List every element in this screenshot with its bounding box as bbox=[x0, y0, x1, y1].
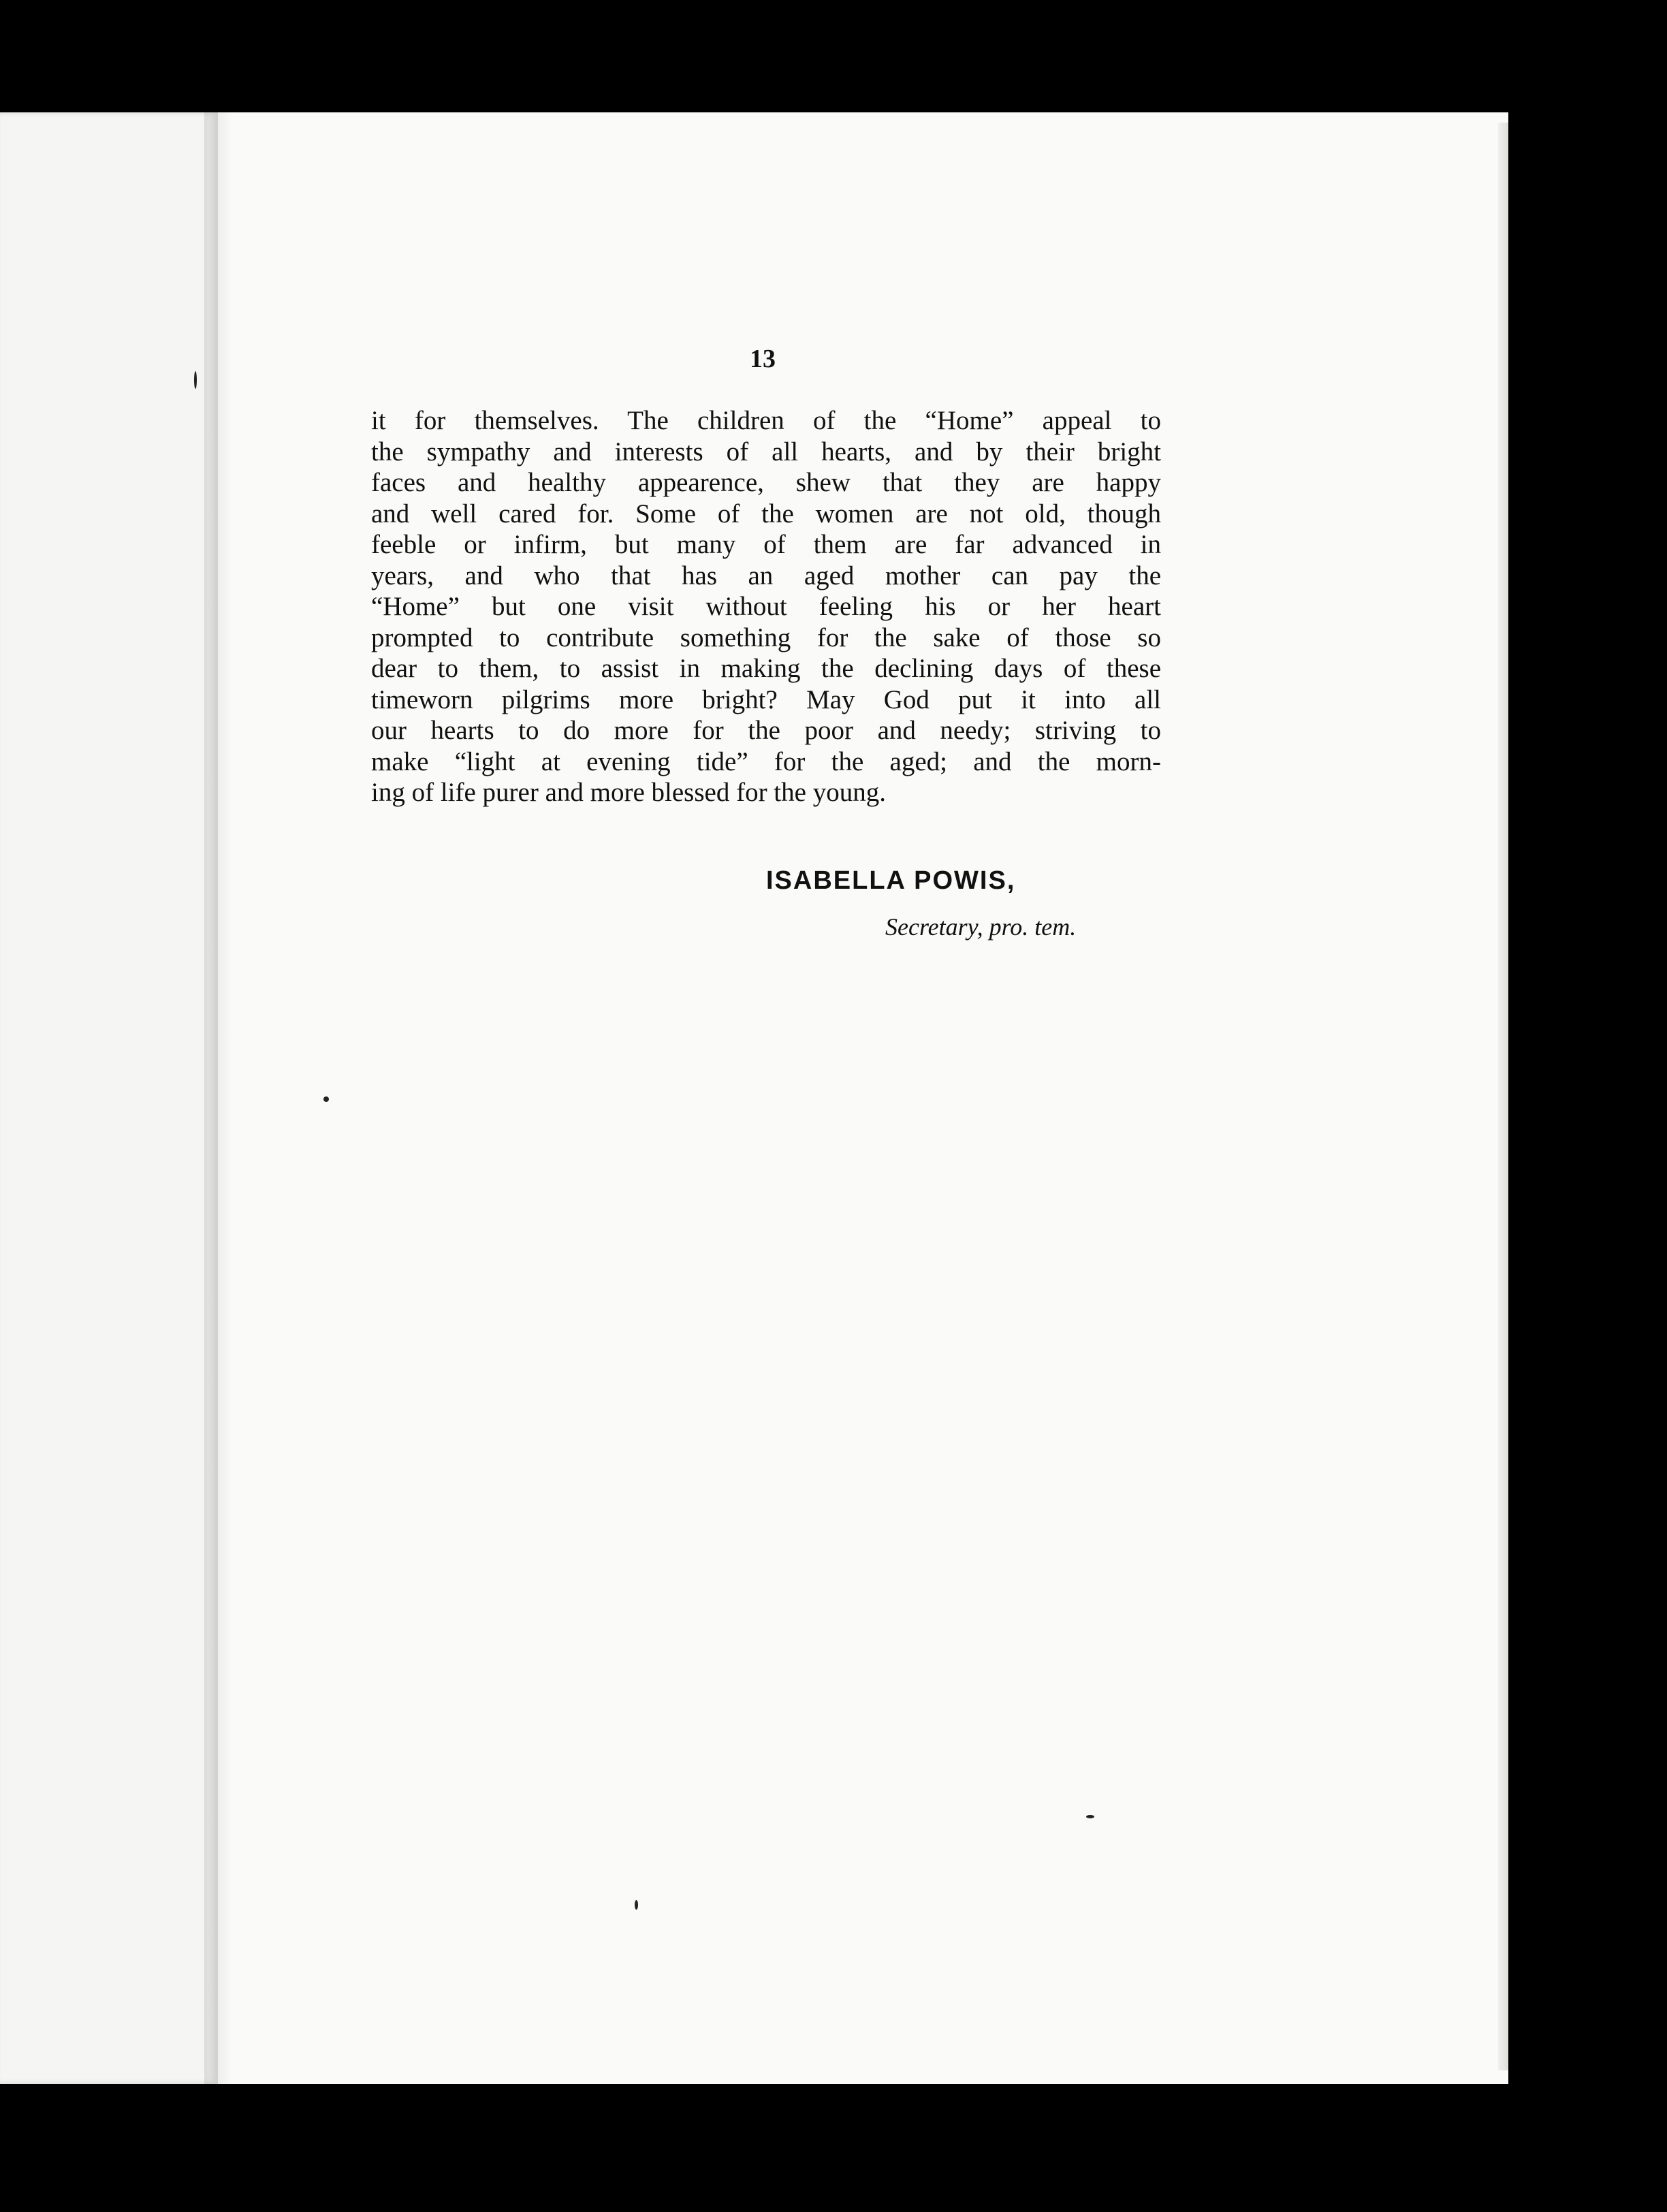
body-line: it for themselves. The children of the “Home” appeal to bbox=[371, 406, 1161, 435]
ink-speck bbox=[635, 1900, 638, 1910]
body-line: and well cared for. Some of the women are not old, though bbox=[371, 499, 1161, 528]
page-number: 13 bbox=[750, 345, 776, 373]
right-scan-border bbox=[1508, 0, 1667, 2212]
body-line: ing of life purer and more blessed for the young. bbox=[371, 778, 886, 807]
signature-title: Secretary, pro. tem. bbox=[885, 913, 1077, 941]
body-line: timeworn pilgrims more bright? May God put it into all bbox=[371, 684, 1161, 714]
ink-speck bbox=[194, 371, 197, 389]
body-line: “Home” but one visit without feeling his or her heart bbox=[371, 592, 1161, 621]
body-line: prompted to contribute something for the sake of those so bbox=[371, 622, 1161, 652]
body-line: feeble or infirm, but many of them are far advanced in bbox=[371, 530, 1161, 559]
bottom-scan-border bbox=[0, 2084, 1667, 2212]
body-line: make “light at evening tide” for the aged; and the morn- bbox=[371, 746, 1161, 776]
body-line: dear to them, to assist in making the declining days of these bbox=[371, 654, 1161, 683]
body-line: faces and healthy appearence, shew that they are happy bbox=[371, 468, 1161, 497]
ink-speck bbox=[323, 1096, 329, 1102]
ink-speck bbox=[1086, 1815, 1094, 1818]
left-page-text-fragments bbox=[0, 0, 218, 2212]
body-line: the sympathy and interests of all hearts, and by their bright bbox=[371, 437, 1161, 467]
body-line: years, and who that has an aged mother can pay the bbox=[371, 560, 1161, 590]
body-line: our hearts to do more for the poor and needy; striving to bbox=[371, 716, 1161, 745]
top-scan-border bbox=[0, 0, 1667, 112]
body-paragraph bbox=[371, 405, 1161, 808]
signature-name: ISABELLA POWIS, bbox=[766, 866, 1016, 895]
